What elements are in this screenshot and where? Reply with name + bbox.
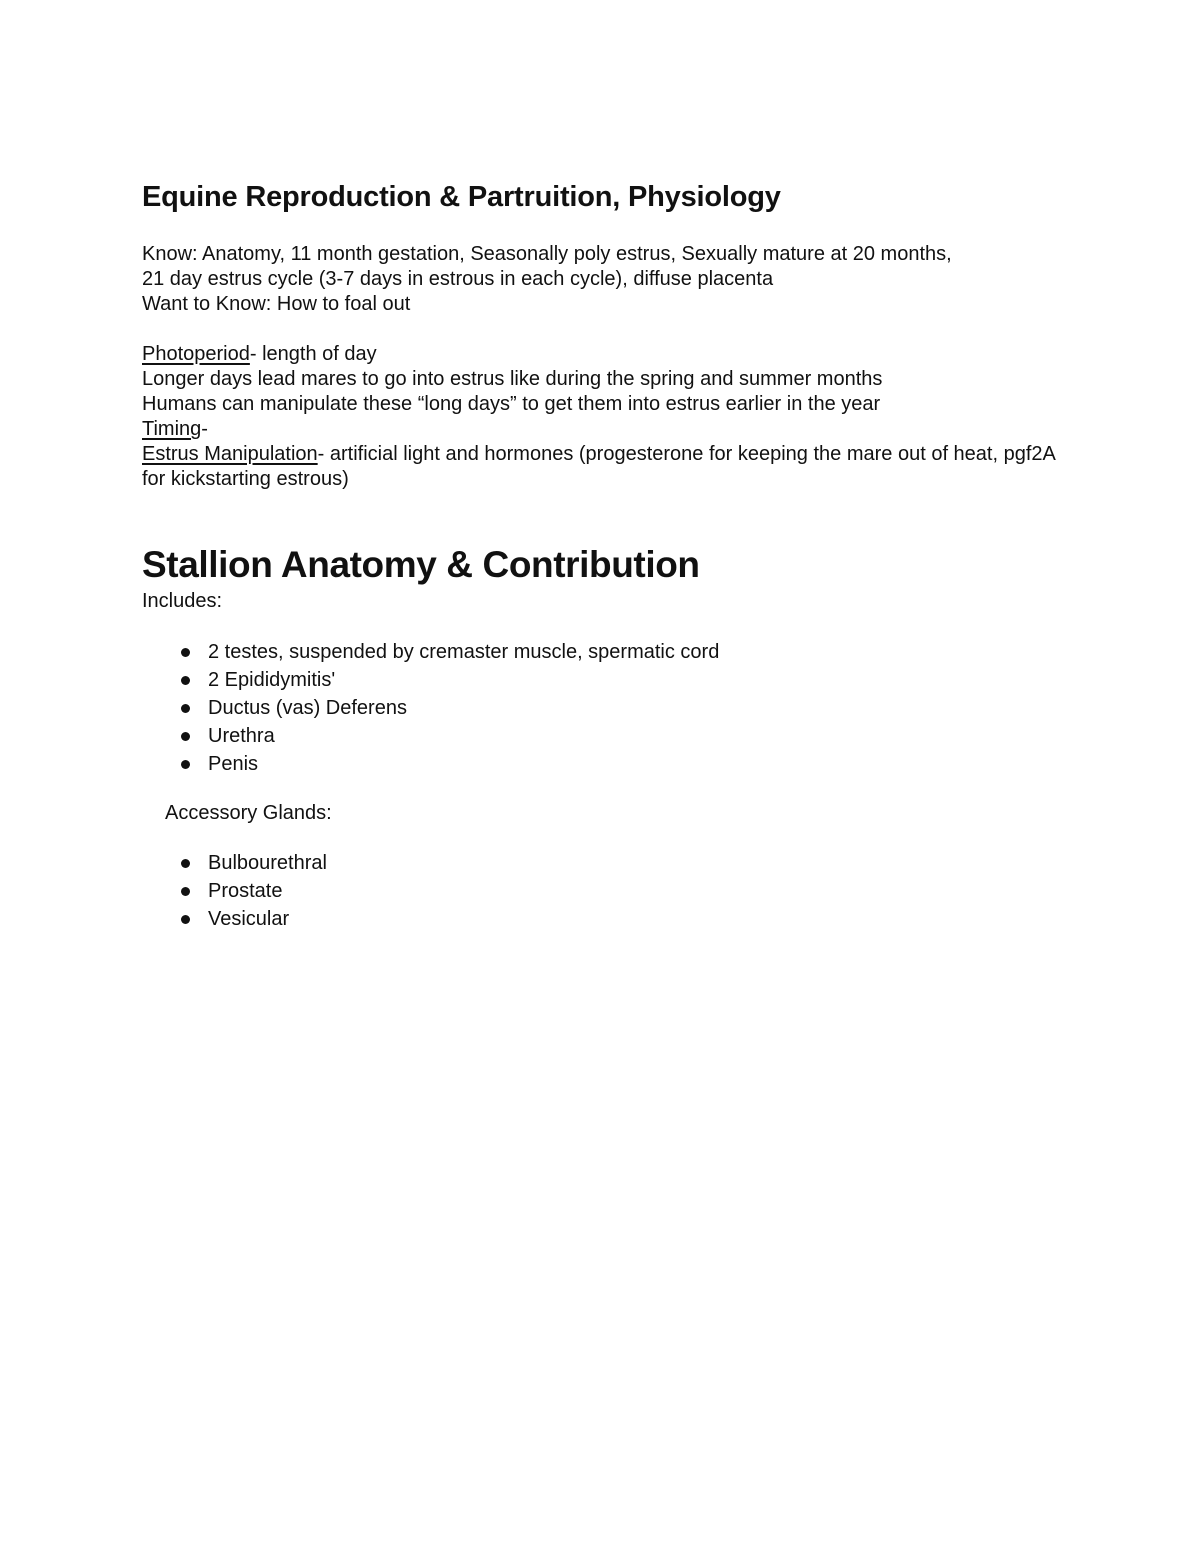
timing-line (142, 417, 1062, 442)
photoperiod-block (142, 342, 1062, 492)
list-item (142, 849, 1062, 877)
bullet-icon (181, 887, 190, 896)
photoperiod-term: Photoperiod (142, 343, 250, 365)
timing-term: Timing (142, 418, 202, 440)
estrus-manipulation-term: Estrus Manipulation (142, 443, 318, 465)
page-title: Equine Reproduction & Partruition, Physiology (142, 181, 781, 213)
list-item-text: 2 Epididymitis' (208, 669, 336, 691)
bullet-icon (181, 760, 190, 769)
list-item-text: Ductus (vas) Deferens (208, 697, 407, 719)
bullet-icon (181, 732, 190, 741)
list-item (142, 694, 1062, 722)
bullet-icon (181, 676, 190, 685)
know-line-2: 21 day estrus cycle (3-7 days in estrous in each cycle), diffuse placenta (142, 268, 774, 290)
list-item-text: 2 testes, suspended by cremaster muscle, spermatic cord (208, 641, 720, 663)
document-content (142, 176, 1062, 933)
list-item-text: Bulbourethral (208, 852, 327, 874)
list-item-text: Urethra (208, 725, 275, 747)
list-item-text: Penis (208, 753, 259, 775)
humans-manipulate-line: Humans can manipulate these “long days” to get them into estrus earlier in the year (142, 393, 881, 415)
estrus-manipulation-line (142, 442, 1062, 492)
list-item (142, 638, 1062, 666)
list-item (142, 750, 1062, 778)
photoperiod-line (142, 342, 1062, 367)
list-item-text: Prostate (208, 880, 283, 902)
includes-list (142, 638, 1062, 778)
photoperiod-definition: - length of day (249, 343, 377, 365)
bullet-icon (181, 915, 190, 924)
list-item-text: Vesicular (208, 908, 290, 930)
list-item (142, 666, 1062, 694)
longer-days-line: Longer days lead mares to go into estrus like during the spring and summer months (142, 368, 883, 390)
know-line-1: Know: Anatomy, 11 month gestation, Seasonally poly estrus, Sexually mature at 20 months, (142, 243, 952, 265)
estrus-manipulation-definition: - artificial light and hormones (progesterone for keeping the mare out of heat, pgf2A for kickstarting estrous) (142, 443, 1055, 490)
know-block (142, 242, 1062, 317)
bullet-icon (181, 648, 190, 657)
section-heading: Stallion Anatomy & Contribution (142, 544, 700, 585)
list-item (142, 905, 1062, 933)
want-to-know-line: Want to Know: How to foal out (142, 293, 411, 315)
bullet-icon (181, 704, 190, 713)
list-item (142, 722, 1062, 750)
accessory-glands-list (142, 849, 1062, 933)
list-item (142, 877, 1062, 905)
accessory-glands-label: Accessory Glands: (165, 802, 332, 824)
bullet-icon (181, 859, 190, 868)
includes-label: Includes: (142, 590, 223, 612)
timing-definition: - (201, 418, 208, 440)
